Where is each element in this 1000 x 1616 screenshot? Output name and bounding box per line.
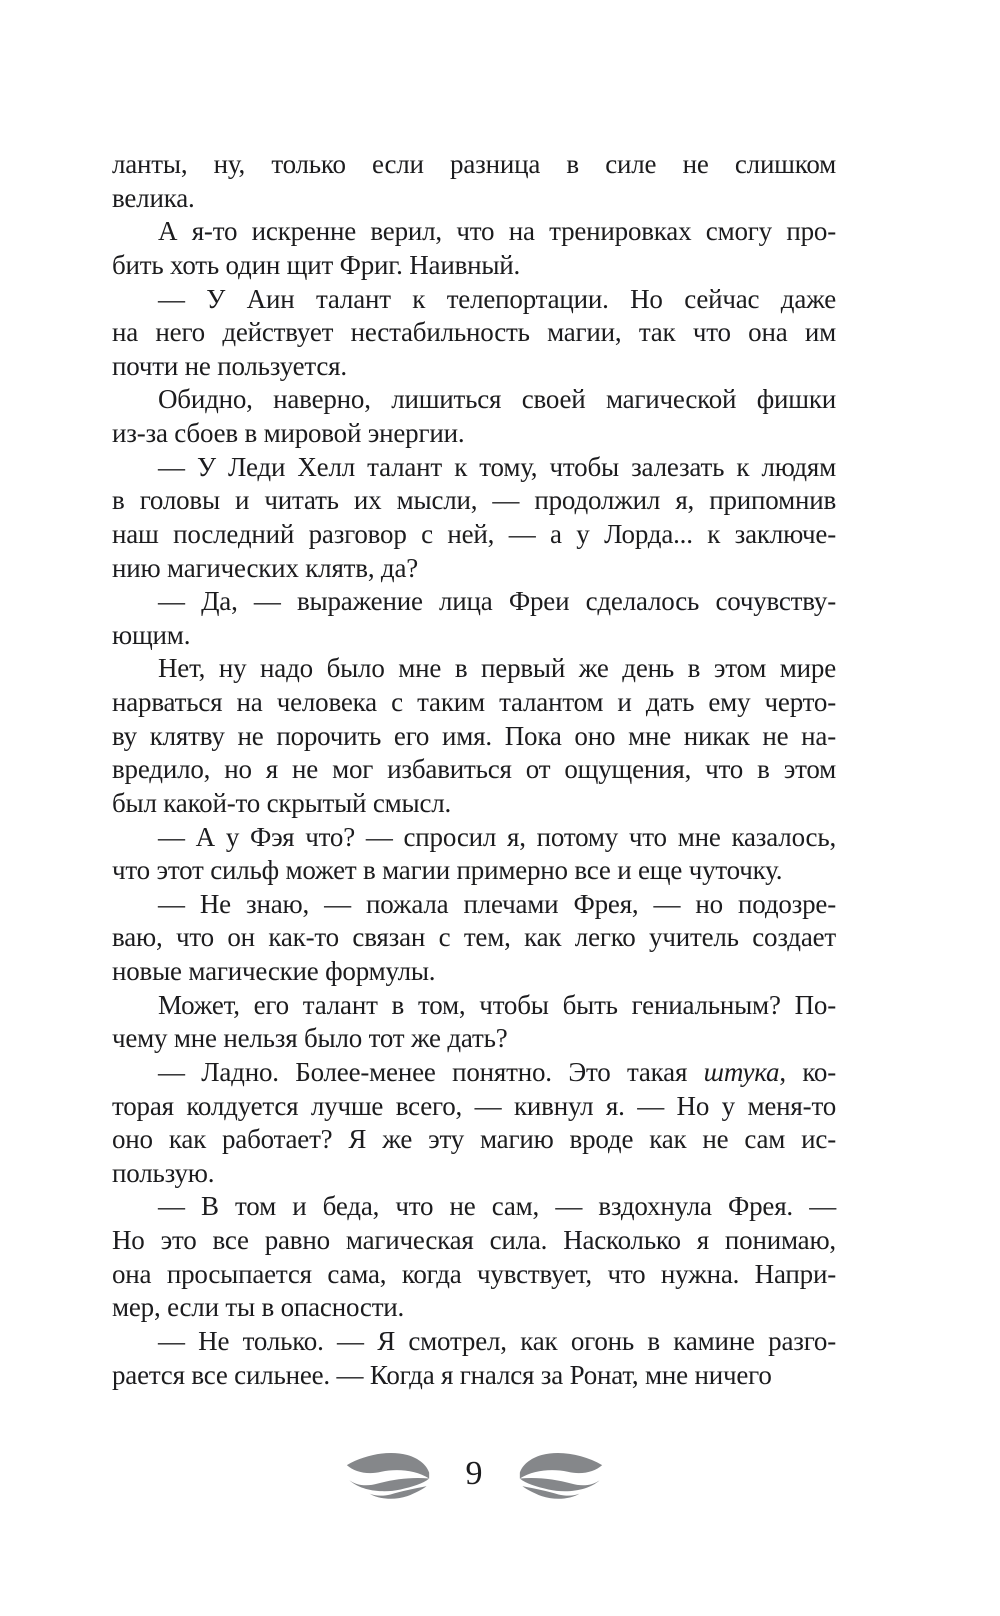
page-footer (112, 1452, 836, 1500)
text-line: из-за сбоев в мировой энергии. (112, 418, 465, 448)
text-line: новые магические формулы. (112, 956, 436, 986)
body-text (112, 148, 836, 1392)
paragraph (112, 1190, 836, 1325)
text-line: нарваться на человека с таким талантом и дать ему черто- (112, 687, 836, 717)
text-line: — А у Фэя что? — спросил я, потому что мне казалось, (158, 821, 836, 852)
paragraph (112, 1056, 836, 1191)
text-line: — Да, — выражение лица Фреи сделалось сочувству- (158, 586, 836, 617)
text-line: ланты, ну, только если разница в силе не слишком (112, 149, 836, 179)
paragraph (112, 989, 836, 1056)
text-line: в головы и читать их мысли, — продолжил я, припомнив (112, 485, 836, 516)
paragraph (112, 652, 836, 820)
text-line: А я-то искренне верил, что на тренировках смогу про- (158, 216, 836, 247)
paragraph (112, 215, 836, 282)
text-line: — Не только. — Я смотрел, как огонь в камине разго- (158, 1325, 836, 1356)
paragraph (112, 283, 836, 384)
text-line: на него действует нестабильность магии, так что она им (112, 317, 836, 348)
text-line: она просыпается сама, когда чувствует, что нужна. Напри- (112, 1258, 836, 1289)
text-line: ваю, что он как-то связан с тем, как легко учитель создает (112, 922, 836, 953)
text-line: — В том и беда, что не сам, — вздохнула Фрея. — (158, 1191, 836, 1222)
text-line: рается все сильнее. — Когда я гнался за Ронат, мне ничего (112, 1359, 772, 1390)
text-line: наш последний разговор с ней, — а у Лорда... к заключе- (112, 518, 836, 549)
paragraph (112, 383, 836, 450)
text-line: нию магических клятв, да? (112, 552, 419, 583)
text-line: оно как работает? Я же эту магию вроде как не сам ис- (112, 1124, 836, 1155)
text-line: чему мне нельзя было тот же дать? (112, 1023, 508, 1054)
text-line: бить хоть один щит Фриг. Наивный. (112, 249, 521, 280)
text-line: Но это все равно магическая сила. Насколько я понимаю, (112, 1225, 836, 1255)
text-line: ву клятву не порочить его имя. Пока оно мне никак не на- (112, 720, 836, 751)
paragraph (112, 585, 836, 652)
wing-right-icon (519, 1452, 603, 1500)
text-line: ющим. (112, 619, 191, 650)
paragraph (112, 1325, 836, 1392)
text-line: Может, его талант в том, чтобы быть гениальным? По- (158, 989, 836, 1020)
paragraph (112, 451, 836, 586)
text-line: велика. (112, 182, 195, 213)
text-line: что этот сильф может в магии примерно все и еще чуточку. (112, 855, 783, 886)
text-line: пользую. (112, 1157, 215, 1188)
text-line: Обидно, наверно, лишиться своей магической фишки (158, 384, 836, 415)
wing-left-icon (346, 1452, 430, 1500)
text-line: торая колдуется лучше всего, — кивнул я. — Но у меня-то (112, 1090, 836, 1121)
text-line: — Ладно. Более-менее понятно. Это такая штука, ко- (158, 1056, 836, 1087)
text-line: почти не пользуется. (112, 350, 347, 381)
paragraph (112, 148, 836, 215)
text-line: Нет, ну надо было мне в первый же день в этом мире (158, 653, 836, 684)
paragraph (112, 888, 836, 989)
text-line: мер, если ты в опасности. (112, 1292, 405, 1323)
text-line: вредило, но я не мог избавиться от ощущения, что в этом (112, 754, 836, 785)
page-number: 9 (465, 1455, 483, 1492)
paragraph (112, 821, 836, 888)
text-line: — У Леди Хелл талант к тому, чтобы залезать к людям (158, 451, 836, 482)
text-line: — У Аин талант к телепортации. Но сейчас даже (158, 283, 836, 314)
text-line: был какой-то скрытый смысл. (112, 787, 452, 818)
text-line: — Не знаю, — пожала плечами Фрея, — но подозре- (158, 888, 836, 919)
